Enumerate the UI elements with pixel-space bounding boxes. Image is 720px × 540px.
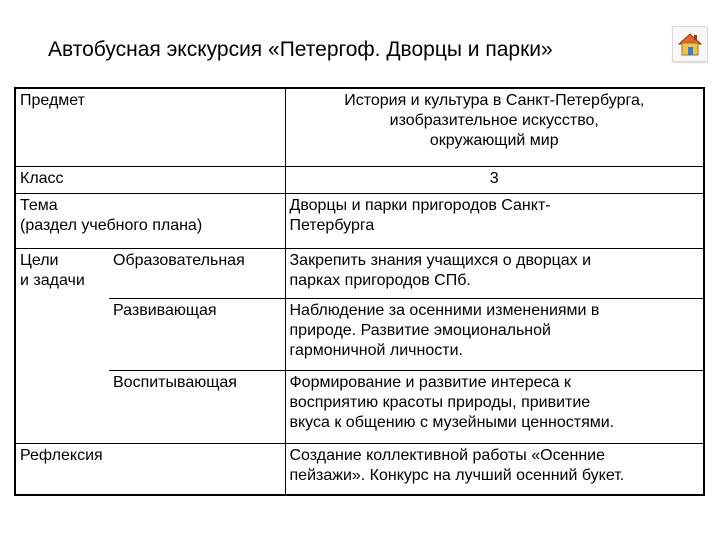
table-row-grade (15, 166, 704, 193)
goal-text-developing: Наблюдение за осенними изменениями в природе. Развитие эмоциональной гармоничной личности. (285, 298, 704, 370)
page-title: Автобусная экскурсия «Петергоф. Дворцы и парки» (48, 38, 553, 61)
table-row-goal-educational (15, 248, 704, 298)
table-row-topic (15, 193, 704, 248)
goal-text-educational: Закрепить знания учащихся о дворцах и парках пригородов СПб. (285, 248, 704, 298)
lesson-plan-table (14, 87, 705, 496)
subject-value: История и культура в Санкт-Петербурга, изобразительное искусство, окружающий мир (285, 88, 704, 166)
reflection-label: Рефлексия (15, 443, 285, 495)
table-row-goal-upbringing (15, 370, 704, 443)
goals-label: Цели и задачи (15, 248, 109, 443)
grade-value: 3 (285, 166, 704, 193)
goal-type-developing: Развивающая (109, 298, 285, 370)
grade-label: Класс (15, 166, 285, 193)
table-row-goal-developing (15, 298, 704, 370)
reflection-value: Создание коллективной работы «Осенние пейзажи». Конкурс на лучший осенний букет. (285, 443, 704, 495)
table-row-reflection (15, 443, 704, 495)
subject-label: Предмет (15, 88, 285, 166)
goal-type-educational: Образовательная (109, 248, 285, 298)
goal-text-upbringing: Формирование и развитие интереса к восприятию красоты природы, привитие вкуса к общению с музейными ценностями. (285, 370, 704, 443)
topic-value: Дворцы и парки пригородов Санкт- Петербурга (285, 193, 704, 248)
goal-type-upbringing: Воспитывающая (109, 370, 285, 443)
home-icon[interactable] (672, 26, 708, 62)
home-icon-graphic (676, 30, 704, 58)
topic-label: Тема (раздел учебного плана) (15, 193, 285, 248)
table-row-subject (15, 88, 704, 166)
